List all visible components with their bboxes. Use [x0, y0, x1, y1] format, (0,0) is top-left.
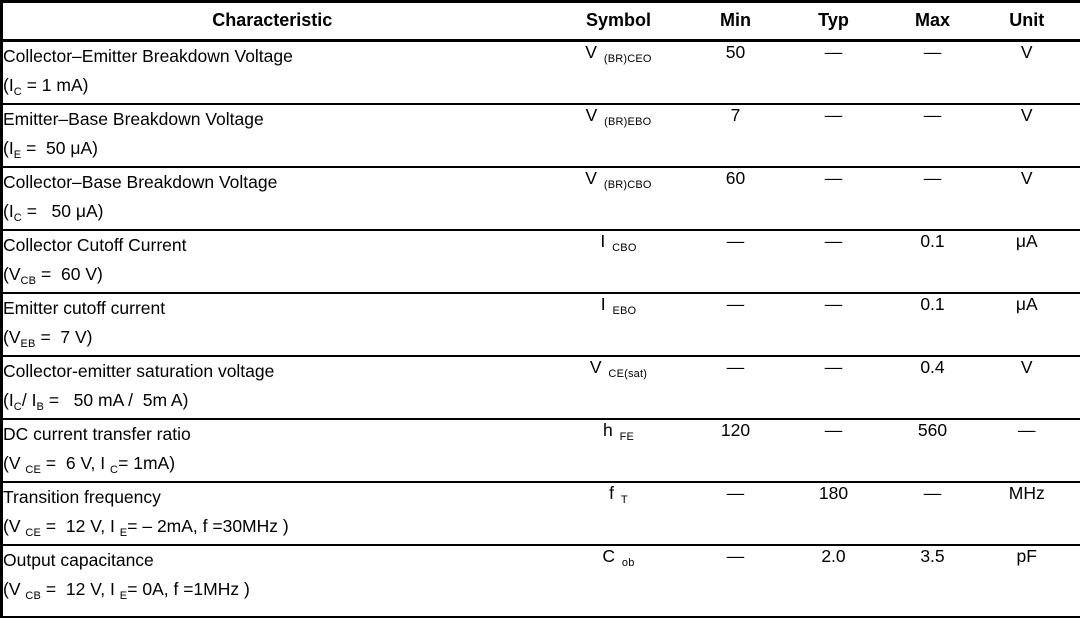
max-cell: 3.5: [892, 545, 974, 618]
min-cell: 7: [696, 104, 776, 167]
characteristic-name: Collector Cutoff Current: [3, 234, 187, 255]
symbol-cell: V $_{(BR)CEO}$: [542, 41, 696, 104]
max-cell: —: [892, 167, 974, 230]
column-header-characteristic: Characteristic: [2, 2, 542, 41]
typ-cell: —: [776, 356, 892, 419]
table-row: [2, 293, 1080, 356]
characteristic-name: Collector–Emitter Breakdown Voltage: [3, 46, 293, 66]
unit-cell: pF: [974, 545, 1080, 618]
unit-cell: V: [974, 104, 1080, 167]
table-row: [2, 545, 1080, 618]
symbol-cell: h $_{FE}$: [542, 419, 696, 482]
max-cell: 0.1: [892, 293, 974, 356]
min-cell: —: [696, 293, 776, 356]
unit-cell: —: [974, 419, 1080, 482]
column-header-max: Max: [892, 2, 974, 41]
characteristic-condition: ($V_{EB} = 7$ V): [3, 326, 93, 350]
characteristic-cell: [2, 167, 542, 230]
max-cell: 560: [892, 419, 974, 482]
min-cell: —: [696, 356, 776, 419]
column-header-typ: Typ: [776, 2, 892, 41]
characteristic-name: DC current transfer ratio: [3, 423, 191, 444]
characteristic-condition: (V $_{CB}$ = 12 V, I $_E$= 0A, f =1MHz ): [3, 578, 250, 602]
typ-cell: —: [776, 230, 892, 293]
table-row: [2, 419, 1080, 482]
column-header-unit: Unit: [974, 2, 1080, 41]
max-cell: 0.4: [892, 356, 974, 419]
symbol-cell: I $_{CBO}$: [542, 230, 696, 293]
typ-cell: —: [776, 293, 892, 356]
characteristic-cell: [2, 419, 542, 482]
unit-cell: MHz: [974, 482, 1080, 545]
min-cell: 60: [696, 167, 776, 230]
min-cell: 50: [696, 41, 776, 104]
typ-cell: —: [776, 419, 892, 482]
min-cell: 120: [696, 419, 776, 482]
characteristic-cell: [2, 41, 542, 104]
min-cell: —: [696, 230, 776, 293]
unit-cell: μA: [974, 293, 1080, 356]
typ-cell: —: [776, 41, 892, 104]
max-cell: —: [892, 41, 974, 104]
symbol-cell: V $_{(BR)EBO}$: [542, 104, 696, 167]
characteristic-cell: [2, 230, 542, 293]
table-row: [2, 482, 1080, 545]
table-row: [2, 41, 1080, 104]
characteristic-condition: (V $_{CE}$ = 6 V, I $_C$= 1mA): [3, 452, 176, 476]
characteristic-name: Emitter cutoff current: [3, 297, 166, 318]
characteristic-name: Output capacitance: [3, 549, 154, 570]
typ-cell: —: [776, 167, 892, 230]
symbol-cell: I $_{EBO}$: [542, 293, 696, 356]
characteristic-condition: ($I_C = 50$ μA): [3, 200, 104, 224]
column-header-min: Min: [696, 2, 776, 41]
characteristic-condition: ($V_{CB} = 60$ V): [3, 263, 103, 287]
typ-cell: 2.0: [776, 545, 892, 618]
characteristic-condition: ($I_E = 50$ μA): [3, 137, 98, 161]
characteristic-cell: [2, 482, 542, 545]
characteristic-condition: ($I_C = 1$ mA): [3, 75, 89, 98]
characteristic-name: Collector-emitter saturation voltage: [3, 360, 275, 381]
table-row: [2, 356, 1080, 419]
table-row: [2, 230, 1080, 293]
characteristic-name: Emitter–Base Breakdown Voltage: [3, 108, 264, 129]
max-cell: 0.1: [892, 230, 974, 293]
symbol-cell: f $_T$: [542, 482, 696, 545]
header-row: [2, 2, 1080, 41]
typ-cell: —: [776, 104, 892, 167]
min-cell: —: [696, 545, 776, 618]
typ-cell: 180: [776, 482, 892, 545]
characteristic-cell: [2, 104, 542, 167]
symbol-cell: V $_{CE(sat)}$: [542, 356, 696, 419]
min-cell: —: [696, 482, 776, 545]
max-cell: —: [892, 104, 974, 167]
unit-cell: V: [974, 167, 1080, 230]
column-header-symbol: Symbol: [542, 2, 696, 41]
unit-cell: V: [974, 41, 1080, 104]
unit-cell: μA: [974, 230, 1080, 293]
characteristic-name: Transition frequency: [3, 486, 161, 507]
table-header: [2, 2, 1080, 41]
characteristic-name: Collector–Base Breakdown Voltage: [3, 171, 278, 192]
characteristic-cell: [2, 545, 542, 618]
characteristic-condition: (V $_{CE}$ = 12 V, I $_E$= – 2mA, f =30MHz ): [3, 515, 289, 539]
max-cell: —: [892, 482, 974, 545]
symbol-cell: C $_{ob}$: [542, 545, 696, 618]
characteristic-condition: ($I_C/$ $I_B = 50$ mA / 5m A): [3, 389, 189, 413]
characteristic-cell: [2, 293, 542, 356]
table-row: [2, 104, 1080, 167]
symbol-cell: V $_{(BR)CBO}$: [542, 167, 696, 230]
table-body: [2, 41, 1080, 618]
table-row: [2, 167, 1080, 230]
characteristic-cell: [2, 356, 542, 419]
unit-cell: V: [974, 356, 1080, 419]
